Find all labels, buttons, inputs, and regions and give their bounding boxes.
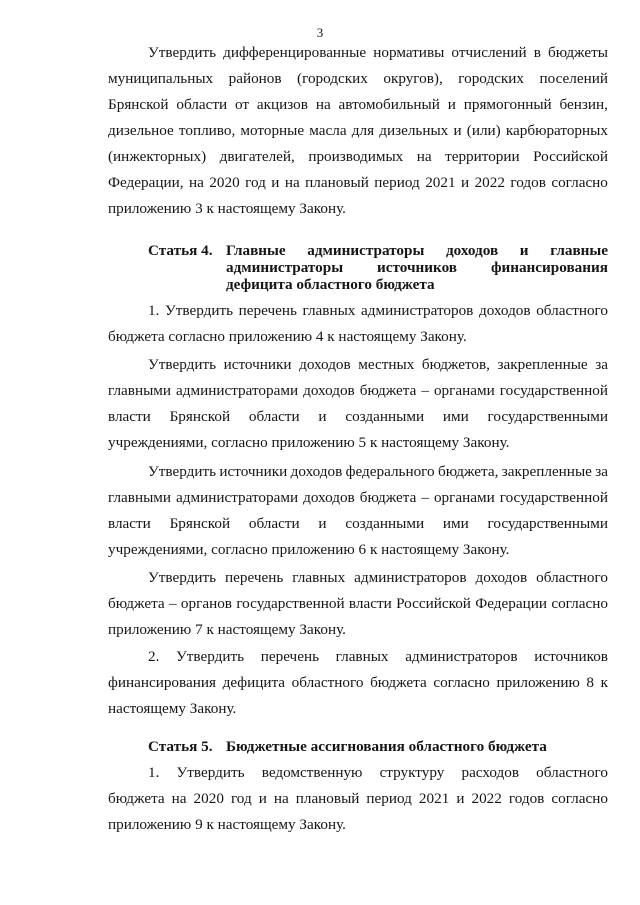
- word: городских: [458, 70, 525, 87]
- word: от: [235, 96, 250, 113]
- word: структуру: [379, 764, 445, 781]
- word: приложению: [496, 674, 580, 691]
- word: администраторы: [307, 242, 425, 259]
- word: созданными: [345, 408, 425, 425]
- p4-5-line-3: настоящему Закону.: [108, 700, 237, 717]
- word: к: [600, 674, 608, 691]
- p4-1-line-1: [148, 302, 608, 320]
- word: доходов: [445, 242, 499, 259]
- word: поселений: [539, 70, 608, 87]
- word: дифференцированные: [223, 44, 367, 61]
- word: бюджета: [370, 674, 427, 691]
- word: источники: [219, 463, 288, 480]
- word: производимых: [308, 148, 404, 165]
- word: государственными: [487, 408, 608, 425]
- para1-line-3: [108, 96, 608, 114]
- word: созданными: [345, 515, 425, 532]
- word: 8: [586, 674, 594, 691]
- word: плановый: [295, 790, 360, 807]
- word: на: [273, 790, 289, 807]
- word: (инжекторных): [108, 148, 207, 165]
- word: Утвердить: [148, 44, 217, 61]
- word: муниципальных: [108, 70, 214, 87]
- p4-4-line-3: приложению 7 к настоящему Закону.: [108, 621, 346, 638]
- word: 2021: [425, 174, 456, 191]
- word: ведомственную: [261, 764, 363, 781]
- article5-title: Бюджетные ассигнования областного бюджета: [226, 738, 547, 755]
- word: и: [453, 122, 462, 139]
- word: главных: [292, 569, 346, 586]
- word: и: [271, 174, 280, 191]
- word: главных: [302, 302, 356, 319]
- word: Федерации: [475, 595, 547, 612]
- word: 2.: [148, 648, 160, 665]
- word: Брянской: [108, 96, 169, 113]
- word: (городских: [297, 70, 368, 87]
- word: на: [284, 174, 300, 191]
- word: Российской: [533, 148, 608, 165]
- word: бюджета: [359, 382, 417, 399]
- word: на: [416, 148, 432, 165]
- word: 1.: [148, 764, 160, 781]
- word: Российской: [396, 595, 471, 612]
- word: администраторы: [226, 259, 344, 276]
- word: власти: [108, 515, 151, 532]
- word: дефицита: [222, 674, 286, 691]
- word: за: [595, 356, 608, 373]
- word: дизельное: [108, 122, 174, 139]
- p4-5-line-1: [148, 648, 608, 666]
- word: акцизов: [256, 96, 308, 113]
- word: согласно: [433, 674, 490, 691]
- word: перечень: [238, 302, 297, 319]
- article4-title-line-3: дефицита областного бюджета: [226, 276, 435, 293]
- p4-2-line-1: [148, 356, 608, 374]
- p4-3-line-4: учреждениями, согласно приложению 6 к настоящему Закону.: [108, 541, 510, 558]
- word: дизельных: [379, 122, 449, 139]
- word: администраторами: [176, 382, 299, 399]
- word: двигателей,: [219, 148, 295, 165]
- p4-3-line-3: [108, 515, 608, 533]
- word: плановый: [305, 174, 369, 191]
- word: и: [318, 408, 327, 425]
- p4-3-line-1: [148, 463, 608, 481]
- word: и: [258, 790, 267, 807]
- p5-1-line-2: [108, 790, 608, 808]
- word: на: [171, 790, 187, 807]
- word: доходов: [475, 569, 528, 586]
- p4-4-line-1: [148, 569, 608, 587]
- p4-2-line-2: [108, 382, 608, 400]
- word: бюджеты: [548, 44, 608, 61]
- word: территории: [445, 148, 520, 165]
- word: ими: [442, 515, 469, 532]
- word: бюджетов,: [421, 356, 490, 373]
- word: бюджета,: [437, 463, 499, 480]
- word: расходов: [461, 764, 520, 781]
- word: нормативы: [373, 44, 445, 61]
- word: областного: [291, 674, 364, 691]
- word: доходов: [299, 356, 351, 373]
- p4-5-line-2: [108, 674, 608, 692]
- article4-title-line-1: [226, 242, 608, 260]
- word: и: [456, 790, 465, 807]
- word: областного: [536, 302, 608, 319]
- word: администраторами: [176, 489, 299, 506]
- word: автомобильный: [338, 96, 440, 113]
- word: доходов: [290, 463, 343, 480]
- word: –: [421, 382, 429, 399]
- word: государственной: [499, 382, 608, 399]
- article4-label: Статья 4.: [148, 242, 213, 259]
- word: администраторов: [354, 569, 467, 586]
- word: власти: [348, 595, 392, 612]
- article5-label: Статья 5.: [148, 738, 213, 755]
- word: на: [315, 96, 331, 113]
- p4-1-line-2: бюджета согласно приложению 4 к настоящему Закону.: [108, 328, 467, 345]
- word: округов),: [383, 70, 443, 87]
- word: 1.: [148, 302, 160, 319]
- word: Утвердить: [148, 463, 217, 480]
- word: Утвердить: [148, 356, 217, 373]
- word: органами: [433, 382, 495, 399]
- word: местных: [358, 356, 415, 373]
- word: масла: [309, 122, 347, 139]
- word: Главные: [226, 242, 286, 259]
- word: доходов: [303, 489, 355, 506]
- word: областного: [536, 764, 608, 781]
- word: за: [595, 463, 608, 480]
- word: области: [248, 515, 300, 532]
- word: период: [366, 790, 412, 807]
- word: источников: [534, 648, 608, 665]
- article4-title-line-2: [226, 259, 608, 277]
- word: –: [421, 489, 429, 506]
- word: районов: [228, 70, 282, 87]
- word: согласно: [551, 595, 608, 612]
- word: Утвердить: [148, 569, 217, 586]
- word: согласно: [551, 174, 608, 191]
- word: администраторов: [361, 302, 474, 319]
- word: области: [248, 408, 300, 425]
- para1-line-2: [108, 70, 608, 88]
- word: бюджета: [108, 790, 165, 807]
- word: и: [519, 242, 529, 259]
- word: моторные: [240, 122, 305, 139]
- word: год: [230, 790, 252, 807]
- word: источников: [377, 259, 458, 276]
- word: закрепленные: [497, 356, 588, 373]
- word: Федерации,: [108, 174, 184, 191]
- word: и: [461, 174, 470, 191]
- word: и: [318, 515, 327, 532]
- para1-line-7: приложению 3 к настоящему Закону.: [108, 200, 346, 217]
- word: главные: [550, 242, 608, 259]
- word: для: [351, 122, 375, 139]
- word: доходов: [478, 302, 531, 319]
- word: органов: [180, 595, 232, 612]
- word: источники: [223, 356, 292, 373]
- p5-1-line-1: [148, 764, 608, 782]
- word: финансирования: [490, 259, 608, 276]
- word: области: [176, 96, 228, 113]
- word: главных: [335, 648, 389, 665]
- word: 2021: [418, 790, 450, 807]
- p4-4-line-2: [108, 595, 608, 613]
- word: в: [533, 44, 541, 61]
- word: Утвердить: [176, 648, 245, 665]
- page-number: 3: [316, 25, 324, 40]
- word: органами: [433, 489, 495, 506]
- word: главными: [108, 382, 172, 399]
- word: государственной: [499, 489, 608, 506]
- word: –: [168, 595, 177, 612]
- word: 2020: [209, 174, 240, 191]
- word: Брянской: [169, 515, 231, 532]
- para1-line-1: [148, 44, 608, 62]
- word: 2022: [474, 174, 505, 191]
- para1-line-5: [108, 148, 608, 166]
- word: прямогонный: [463, 96, 552, 113]
- word: федерального: [345, 463, 435, 480]
- word: доходов: [303, 382, 355, 399]
- word: отчислений: [451, 44, 527, 61]
- word: и: [447, 96, 456, 113]
- word: перечень: [225, 569, 284, 586]
- p4-2-line-4: учреждениями, согласно приложению 5 к настоящему Закону.: [108, 434, 510, 451]
- word: главными: [108, 489, 172, 506]
- word: 2022: [471, 790, 502, 807]
- p4-2-line-3: [108, 408, 608, 426]
- word: год: [245, 174, 266, 191]
- word: бюджета: [359, 489, 417, 506]
- word: топливо,: [178, 122, 236, 139]
- word: (или): [466, 122, 501, 139]
- word: 2020: [193, 790, 224, 807]
- word: перечень: [260, 648, 319, 665]
- word: Утвердить: [165, 302, 234, 319]
- word: годов: [510, 174, 546, 191]
- word: администраторов: [405, 648, 518, 665]
- word: государственной: [236, 595, 345, 612]
- word: государственными: [487, 515, 608, 532]
- word: бензин,: [559, 96, 608, 113]
- word: период: [374, 174, 420, 191]
- word: ими: [442, 408, 469, 425]
- word: согласно: [551, 790, 608, 807]
- word: годов: [508, 790, 545, 807]
- word: власти: [108, 408, 151, 425]
- word: областного: [536, 569, 608, 586]
- word: Брянской: [169, 408, 231, 425]
- para1-line-4: [108, 122, 608, 140]
- word: закрепленные: [501, 463, 592, 480]
- p4-3-line-2: [108, 489, 608, 507]
- para1-line-6: [108, 174, 608, 192]
- word: на: [188, 174, 204, 191]
- word: финансирования: [108, 674, 216, 691]
- word: бюджета: [108, 595, 165, 612]
- word: Утвердить: [176, 764, 245, 781]
- p5-1-line-3: приложению 9 к настоящему Закону.: [108, 816, 346, 833]
- word: карбюраторных: [505, 122, 608, 139]
